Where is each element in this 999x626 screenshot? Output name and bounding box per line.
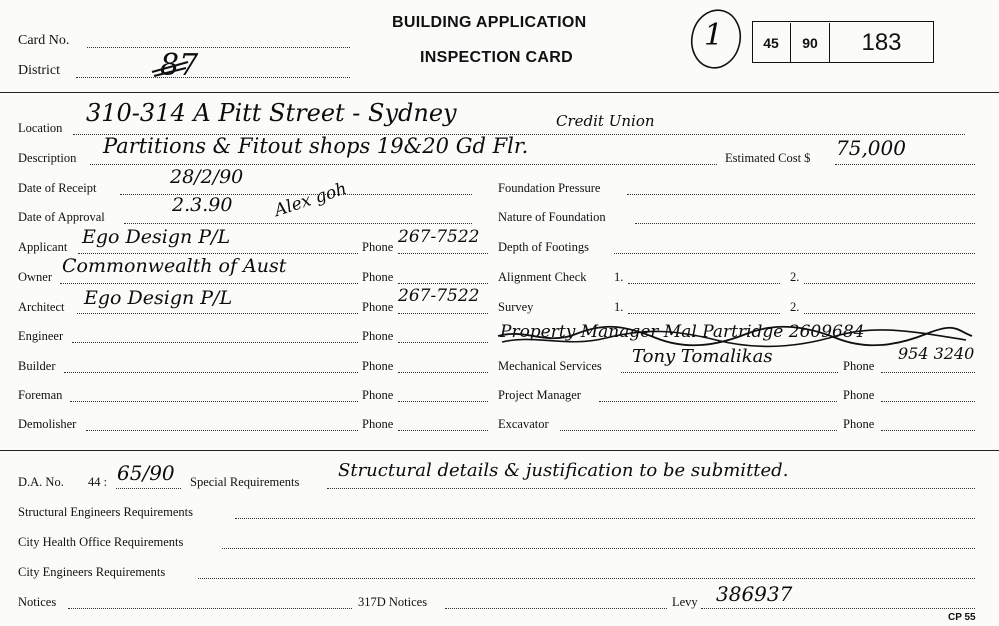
city-engineers-label: City Engineers Requirements	[18, 565, 166, 579]
district-line	[76, 77, 350, 78]
header-divider	[0, 92, 999, 93]
engineer-phone-line	[398, 342, 488, 343]
engineer-label: Engineer	[18, 329, 64, 343]
estimated-cost-value: 75,000	[836, 136, 906, 160]
district-strike	[150, 54, 190, 80]
foundation-pressure-label: Foundation Pressure	[498, 181, 601, 195]
foreman-line	[70, 401, 358, 402]
notices-317d-label: 317D Notices	[358, 595, 428, 609]
special-requirements-value: Structural details & justification to be submitted.	[338, 460, 789, 481]
architect-phone-line	[398, 313, 488, 314]
date-approval-value: 2.3.90	[172, 194, 233, 216]
structural-requirements-line	[235, 518, 975, 519]
architect-phone-value: 267-7522	[398, 286, 480, 306]
alignment-1-label: 1.	[614, 270, 624, 284]
architect-line	[77, 313, 358, 314]
demolisher-label: Demolisher	[18, 417, 77, 431]
applicant-phone-value: 267-7522	[398, 227, 480, 247]
architect-value: Ego Design P/L	[84, 287, 233, 309]
excavator-label: Excavator	[498, 417, 549, 431]
special-requirements-line	[327, 488, 975, 489]
struck-handwriting: Property Manager Mal Partridge 2609684	[500, 322, 865, 342]
demolisher-phone-label: Phone	[362, 417, 394, 431]
survey-label: Survey	[498, 300, 534, 314]
date-approval-label: Date of Approval	[18, 210, 105, 224]
foreman-label: Foreman	[18, 388, 63, 402]
applicant-phone-line	[398, 253, 488, 254]
levy-value: 386937	[716, 582, 793, 606]
notices-line	[68, 608, 352, 609]
foundation-pressure-line	[627, 194, 975, 195]
box-cell-3: 183	[861, 29, 902, 56]
engineer-phone-label: Phone	[362, 329, 394, 343]
location-value: 310-314 A Pitt Street - Sydney	[86, 99, 457, 127]
builder-phone-label: Phone	[362, 359, 394, 373]
city-engineers-line	[198, 578, 975, 579]
depth-of-footings-label: Depth of Footings	[498, 240, 589, 254]
health-requirements-line	[222, 548, 975, 549]
demolisher-phone-line	[398, 430, 488, 431]
levy-line	[701, 608, 975, 609]
excavator-phone-line	[881, 430, 975, 431]
description-value: Partitions & Fitout shops 19&20 Gd Flr.	[103, 134, 529, 158]
survey-2-label: 2.	[790, 300, 800, 314]
card-no-line	[87, 47, 350, 48]
structural-requirements-label: Structural Engineers Requirements	[18, 505, 193, 519]
title-line-2: INSPECTION CARD	[420, 49, 573, 66]
builder-label: Builder	[18, 359, 56, 373]
alignment-2-label: 2.	[790, 270, 800, 284]
alignment-check-label: Alignment Check	[498, 270, 587, 284]
nature-of-foundation-label: Nature of Foundation	[498, 210, 606, 224]
estimated-cost-line	[835, 164, 975, 165]
architect-label: Architect	[18, 300, 65, 314]
district-value: 87	[160, 48, 199, 83]
notices-317d-line	[445, 608, 667, 609]
estimated-cost-label: Estimated Cost $	[725, 151, 811, 165]
box-cell-1: 45	[752, 23, 791, 63]
description-label: Description	[18, 151, 77, 165]
location-label: Location	[18, 121, 63, 135]
description-line	[90, 164, 717, 165]
engineer-line	[72, 342, 358, 343]
health-requirements-label: City Health Office Requirements	[18, 535, 184, 549]
depth-of-footings-line	[614, 253, 975, 254]
box-cell-2: 90	[791, 23, 830, 63]
alignment-2-line	[804, 283, 975, 284]
date-approval-note: Alex goh	[272, 178, 350, 222]
form-code: CP 55	[948, 612, 976, 623]
survey-2-line	[804, 313, 975, 314]
circled-number: 1	[704, 18, 724, 53]
builder-line	[64, 372, 358, 373]
alignment-1-line	[628, 283, 780, 284]
mechanical-phone-value: 954 3240	[898, 344, 975, 363]
excavator-line	[560, 430, 837, 431]
da-line	[116, 488, 181, 489]
applicant-value: Ego Design P/L	[82, 226, 231, 248]
owner-value: Commonwealth of Aust	[62, 255, 287, 277]
project-manager-phone-label: Phone	[843, 388, 875, 402]
foreman-phone-line	[398, 401, 488, 402]
mechanical-services-label: Mechanical Services	[498, 359, 602, 373]
da-prefix: 44 :	[88, 475, 108, 489]
card-no-label: Card No.	[18, 33, 70, 48]
survey-1-line	[628, 313, 780, 314]
mechanical-phone-label: Phone	[843, 359, 875, 373]
mechanical-services-value: Tony Tomalikas	[632, 346, 773, 367]
district-label: District	[18, 63, 60, 78]
special-requirements-label: Special Requirements	[190, 475, 300, 489]
applicant-label: Applicant	[18, 240, 68, 254]
builder-phone-line	[398, 372, 488, 373]
da-value: 65/90	[117, 461, 175, 485]
da-label: D.A. No.	[18, 475, 64, 489]
survey-1-label: 1.	[614, 300, 624, 314]
date-approval-line	[124, 223, 472, 224]
date-receipt-label: Date of Receipt	[18, 181, 97, 195]
demolisher-line	[86, 430, 358, 431]
owner-phone-line	[398, 283, 488, 284]
applicant-phone-label: Phone	[362, 240, 394, 254]
location-note: Credit Union	[556, 112, 655, 130]
nature-of-foundation-line	[635, 223, 975, 224]
owner-label: Owner	[18, 270, 53, 284]
project-manager-line	[599, 401, 837, 402]
title-line-1: BUILDING APPLICATION	[392, 14, 587, 31]
project-manager-phone-line	[881, 401, 975, 402]
owner-phone-label: Phone	[362, 270, 394, 284]
owner-line	[60, 283, 358, 284]
section-divider	[0, 450, 999, 451]
project-manager-label: Project Manager	[498, 388, 581, 402]
excavator-phone-label: Phone	[843, 417, 875, 431]
levy-label: Levy	[672, 595, 698, 609]
foreman-phone-label: Phone	[362, 388, 394, 402]
mechanical-phone-line	[881, 372, 975, 373]
mechanical-services-line	[621, 372, 838, 373]
applicant-line	[78, 253, 358, 254]
architect-phone-label: Phone	[362, 300, 394, 314]
date-receipt-value: 28/2/90	[170, 166, 244, 188]
notices-label: Notices	[18, 595, 57, 609]
